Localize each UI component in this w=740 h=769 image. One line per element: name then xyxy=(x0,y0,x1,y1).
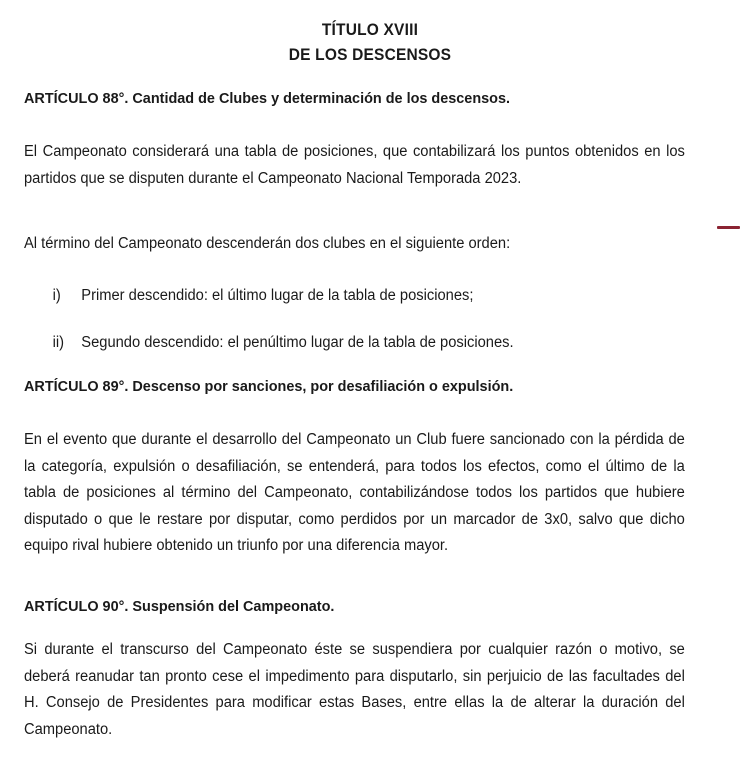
article-88-heading: ARTÍCULO 88°. Cantidad de Clubes y determinación de los descensos. xyxy=(24,90,511,107)
list-item-label: Primer descendido: el último lugar de la tabla de posiciones; xyxy=(81,287,474,304)
document-title-line-2: DE LOS DESCENSOS xyxy=(288,46,452,64)
article-88-paragraph-1: El Campeonato considerará una tabla de posiciones, que contabilizará los puntos obtenidos en los partidos que se disputen durante el Campeonato Nacional Temporada 2023. xyxy=(24,143,685,187)
descent-order-list xyxy=(24,283,716,356)
list-item-marker: i) xyxy=(52,287,61,304)
margin-annotation-mark xyxy=(717,226,740,229)
article-90-heading: ARTÍCULO 90°. Suspensión del Campeonato. xyxy=(24,598,335,615)
article-89-heading: ARTÍCULO 89°. Descenso por sanciones, por desafiliación o expulsión. xyxy=(24,378,514,395)
article-89-paragraph-1: En el evento que durante el desarrollo del Campeonato un Club fuere sancionado con la pérdida de la categoría, expulsión o desafiliación, se entenderá, para todos los efectos, como el último de la tabla de posiciones al término del Campeonato, contabilizándose todos los partidos que hubiere disputado o que le restare por disputar, como perdidos por un marcador de 3x0, salvo que dicho equipo rival hubiere obtenido un triunfo por una diferencia mayor. xyxy=(24,431,685,554)
list-item-label: Segundo descendido: el penúltimo lugar de la tabla de posiciones. xyxy=(81,334,514,351)
article-88-paragraph-2: Al término del Campeonato descenderán dos clubes en el siguiente orden: xyxy=(24,235,511,252)
list-item xyxy=(24,330,685,356)
document-title xyxy=(45,6,695,68)
list-item xyxy=(24,283,685,309)
document-title-line-1: TÍTULO XVIII xyxy=(321,21,419,39)
list-item-marker: ii) xyxy=(52,334,65,351)
article-90-paragraph-1: Si durante el transcurso del Campeonato éste se suspendiera por cualquier razón o motivo, se deberá reanudar tan pronto cese el impedimento para disputarlo, sin perjuicio de las facultades del H. Consejo de Presidentes para modificar estas Bases, entre ellas la de alterar la duración del Campeonato. xyxy=(24,641,685,738)
